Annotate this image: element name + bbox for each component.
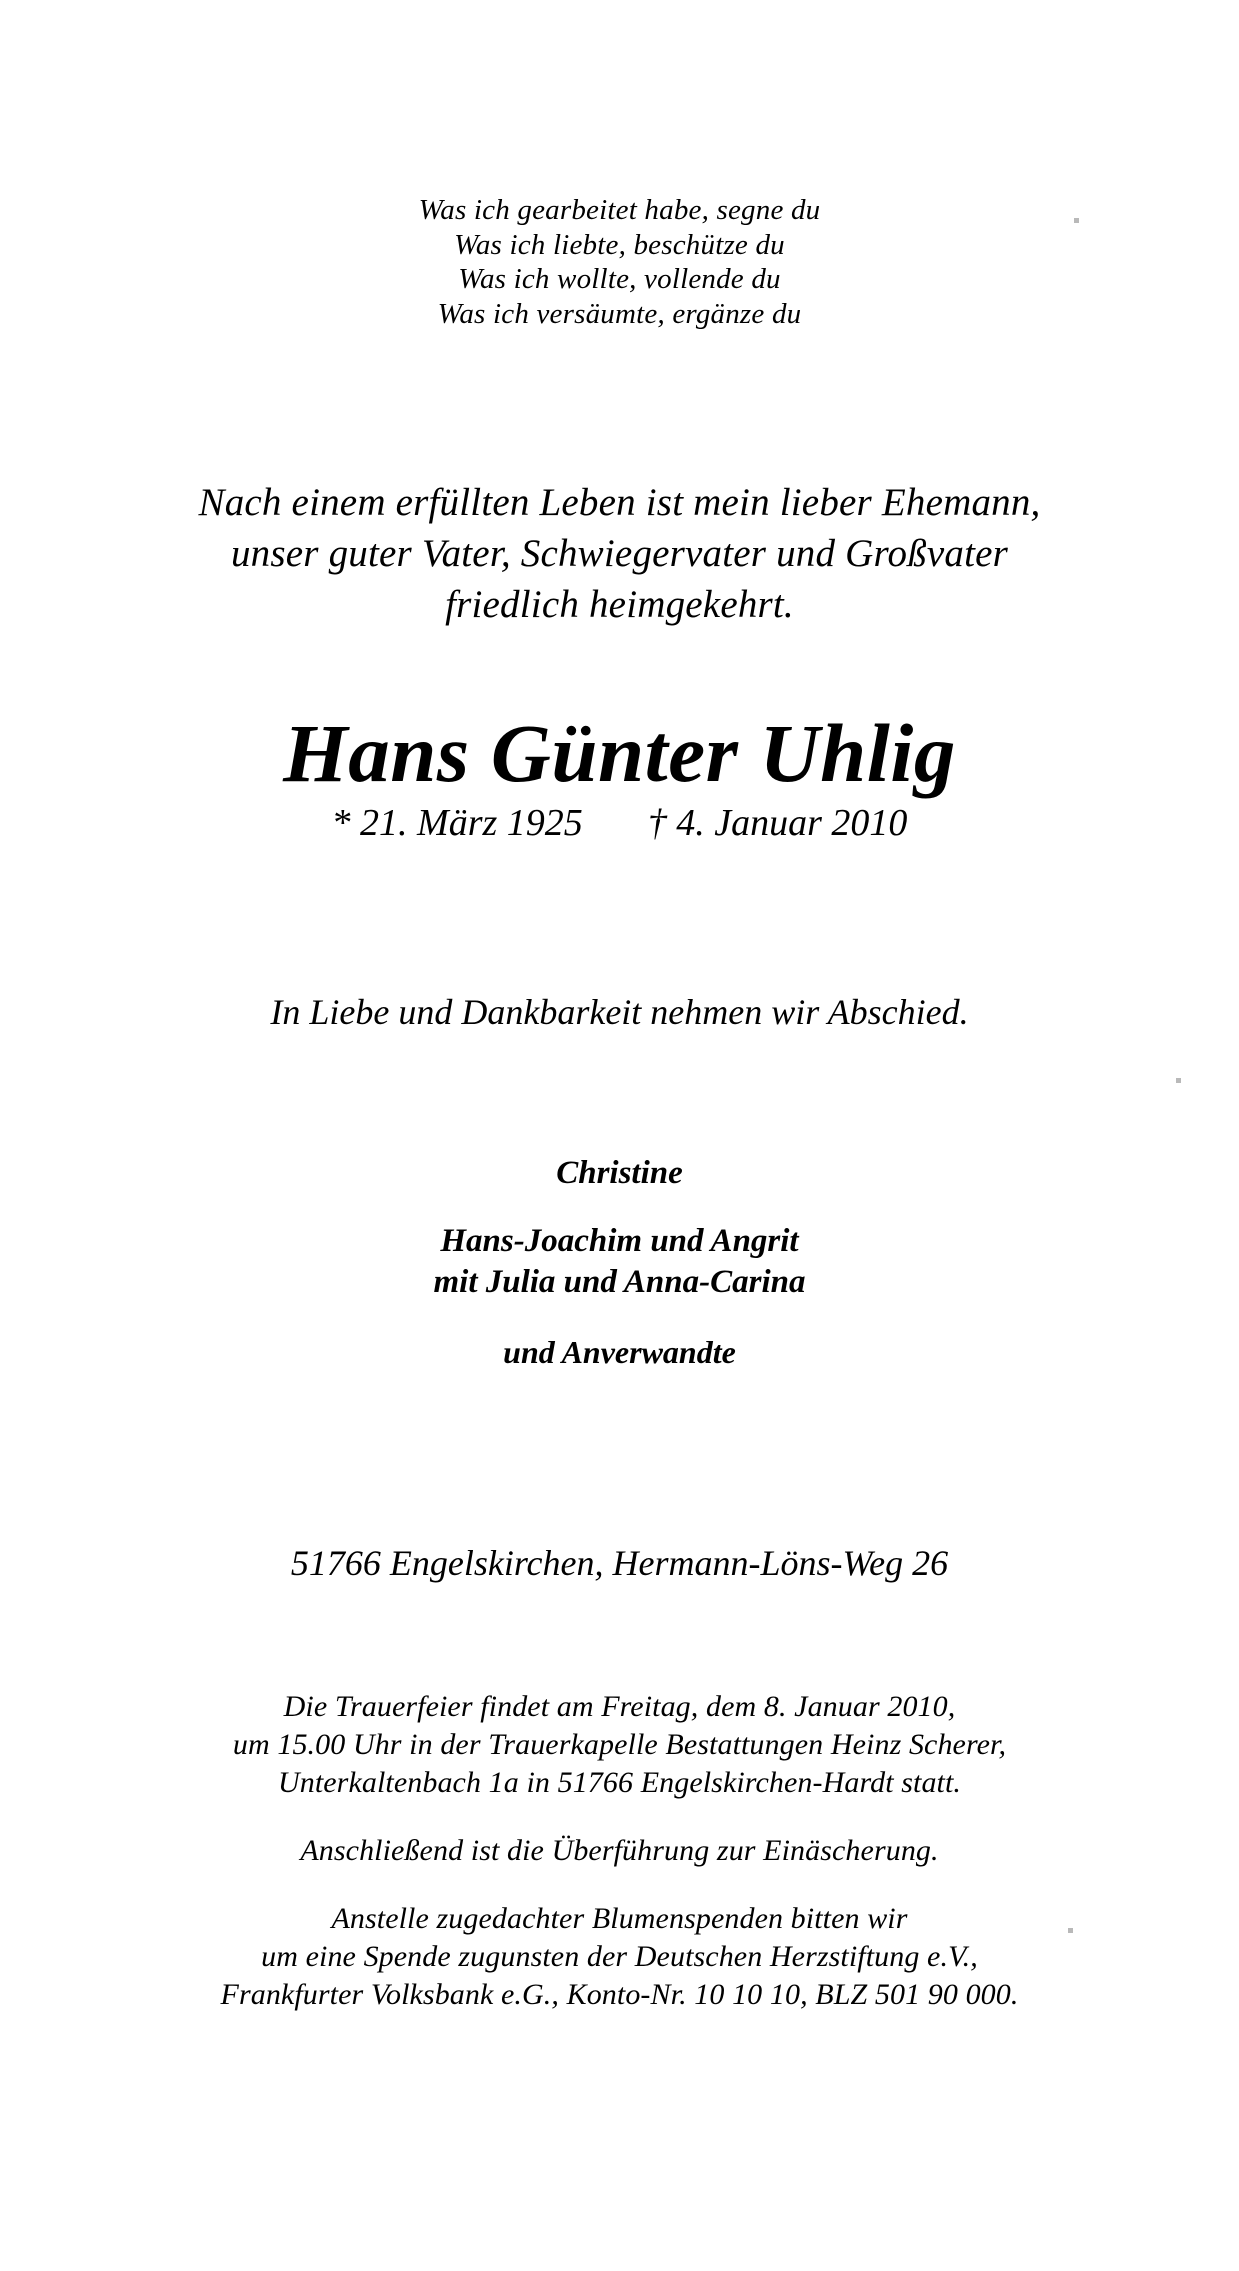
mourner-relatives: und Anverwandte [503, 1334, 736, 1370]
life-dates [0, 801, 1239, 845]
deceased-name: Hans Günter Uhlig [283, 707, 956, 799]
death-symbol: † [647, 802, 667, 844]
birth-symbol: * [331, 802, 351, 844]
verse-line: Was ich liebte, beschütze du [454, 228, 785, 261]
mourner-primary: Christine [556, 1155, 683, 1191]
verse-line: Was ich gearbeitet habe, segne du [418, 194, 821, 226]
detail-line: Anstelle zugedachter Blumenspenden bitten wir [331, 1902, 908, 1935]
mourner-family-group [0, 1221, 1239, 1303]
detail-line: Unterkaltenbach 1a in 51766 Engelskirchen-Hardt statt. [277, 1766, 962, 1799]
farewell-text: In Liebe und Dankbarkeit nehmen wir Abschied. [270, 992, 969, 1032]
mourner-family-line: mit Julia und Anna-Carina [433, 1264, 806, 1300]
intro-line: friedlich heimgekehrt. [445, 583, 794, 626]
service-details-block [0, 1688, 1239, 2014]
verse-line: Was ich versäumte, ergänze du [437, 297, 802, 330]
detail-line: Frankfurter Volksbank e.G., Konto-Nr. 10 10 10, BLZ 501 90 000. [220, 1978, 1019, 2011]
intro-line: Nach einem erfüllten Leben ist mein lieber Ehemann, [198, 481, 1041, 524]
detail-paragraph [0, 1832, 1239, 1870]
detail-line: um eine Spende zugunsten der Deutschen Herzstiftung e.V., [261, 1940, 978, 1973]
detail-paragraph [0, 1900, 1239, 2014]
detail-line: Anschließend ist die Überführung zur Einäscherung. [300, 1834, 939, 1867]
verse-block [0, 193, 1239, 331]
verse-line: Was ich wollte, vollende du [458, 263, 781, 295]
birth-date: 21. März 1925 [360, 802, 583, 844]
deceased-block [0, 707, 1239, 845]
mourners-block [0, 1153, 1239, 1372]
address-line: 51766 Engelskirchen, Hermann-Löns-Weg 26 [290, 1543, 949, 1583]
intro-line: unser guter Vater, Schwiegervater und Großvater [230, 532, 1008, 575]
detail-line: um 15.00 Uhr in der Trauerkapelle Bestattungen Heinz Scherer, [232, 1728, 1007, 1761]
mourner-family-line: Hans-Joachim und Angrit [440, 1223, 799, 1259]
detail-paragraph [0, 1688, 1239, 1802]
scan-artifact [1176, 1078, 1181, 1083]
intro-paragraph [0, 477, 1239, 630]
death-date: 4. Januar 2010 [676, 802, 908, 844]
detail-line: Die Trauerfeier findet am Freitag, dem 8. Januar 2010, [283, 1690, 956, 1723]
